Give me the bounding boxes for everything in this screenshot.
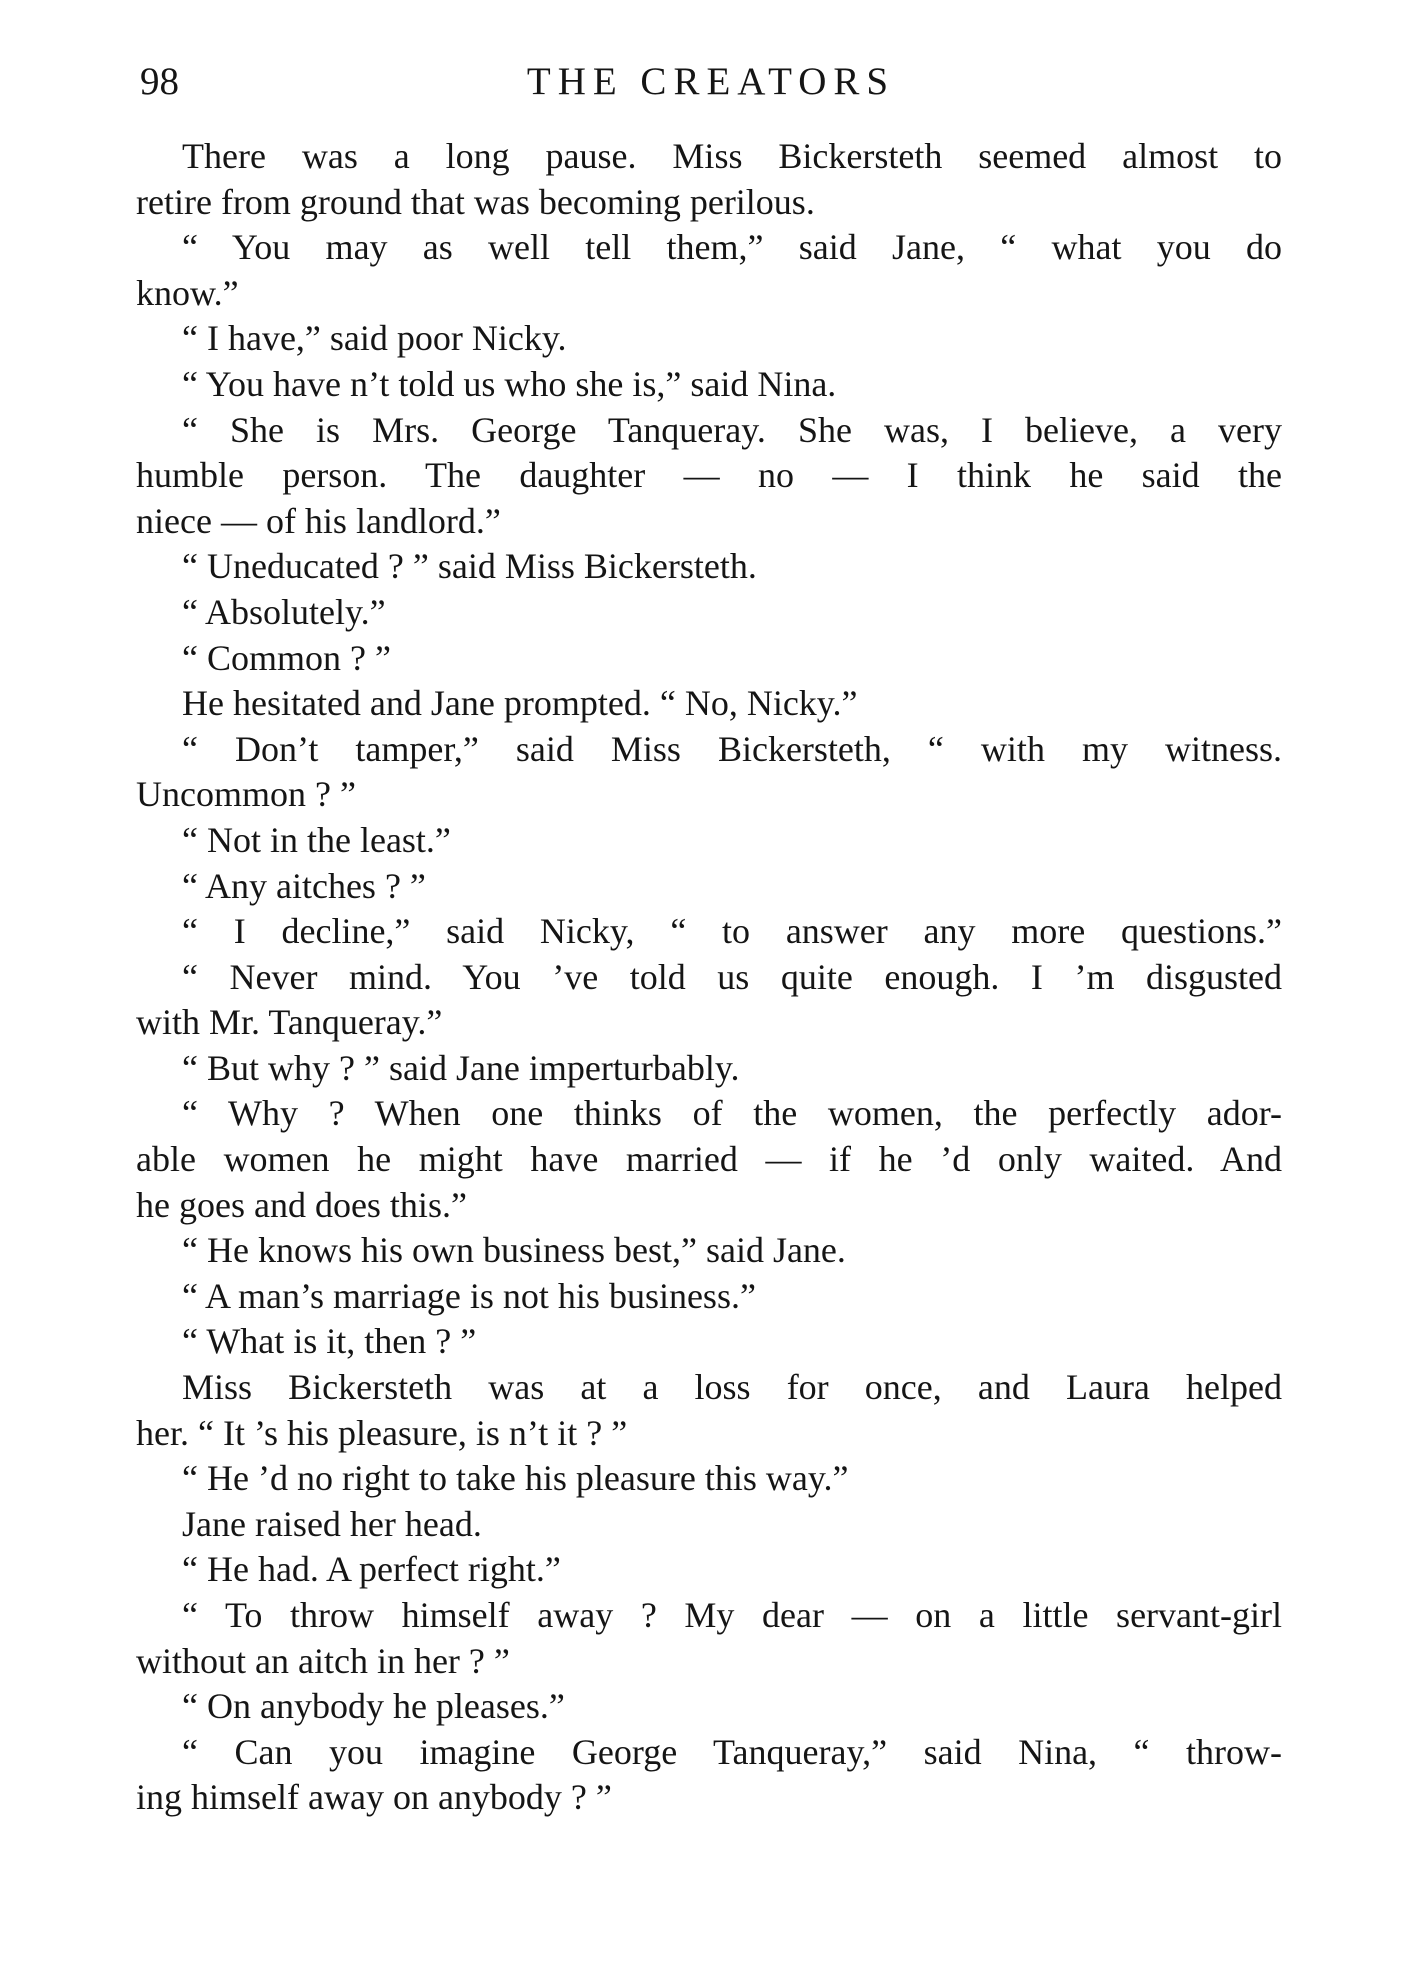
text-line: without an aitch in her ? ”: [136, 1640, 510, 1681]
text-line: her. “ It ’s his pleasure, is n’t it ? ”: [136, 1412, 628, 1453]
text-line: Jane raised her head.: [182, 1503, 482, 1544]
text-line: “ What is it, then ? ”: [182, 1321, 477, 1362]
text-line: “ You have n’t told us who she is,” said Nina.: [182, 363, 837, 404]
text-line: retire from ground that was becoming perilous.: [136, 181, 815, 222]
text-line: “ I have,” said poor Nicky.: [182, 318, 567, 359]
text-line: “ You may as well tell them,” said Jane, “ what you do: [182, 227, 1282, 268]
text-line: niece — of his landlord.”: [136, 500, 501, 541]
text-line: “ He had. A perfect right.”: [182, 1549, 561, 1590]
page-header: [140, 52, 1282, 112]
text-line: Miss Bickersteth was at a loss for once, and Laura helped: [182, 1367, 1282, 1408]
text-line: “ Can you imagine George Tanqueray,” said Nina, “ throw-: [182, 1731, 1282, 1772]
text-line: “ Absolutely.”: [182, 591, 386, 632]
text-line: “ Uneducated ? ” said Miss Bickersteth.: [182, 546, 757, 587]
text-line: There was a long pause. Miss Bickersteth seemed almost to: [182, 136, 1282, 176]
text-line: “ Any aitches ? ”: [182, 865, 426, 906]
body-text: [136, 134, 1282, 1821]
text-line: “ Common ? ”: [182, 637, 391, 678]
text-line: “ A man’s marriage is not his business.”: [182, 1275, 756, 1316]
text-line: “ Why ? When one thinks of the women, the perfectly ador-: [182, 1093, 1282, 1134]
text-line: “ But why ? ” said Jane imperturbably.: [182, 1047, 740, 1088]
text-line: “ She is Mrs. George Tanqueray. She was, I believe, a very: [182, 409, 1282, 450]
text-line: humble person. The daughter — no — I think he said the: [136, 455, 1282, 496]
text-line: able women he might have married — if he ’d only waited. And: [136, 1139, 1282, 1180]
text-line: He hesitated and Jane prompted. “ No, Nicky.”: [182, 683, 858, 724]
text-line: “ Don’t tamper,” said Miss Bickersteth, “ with my witness.: [182, 728, 1282, 769]
text-line: Uncommon ? ”: [136, 774, 356, 815]
text-line: know.”: [136, 272, 239, 313]
running-title: THE CREATORS: [526, 60, 896, 103]
text-line: “ To throw himself away ? My dear — on a little servant-girl: [182, 1595, 1282, 1635]
page-number: 98: [140, 60, 179, 103]
text-line: ing himself away on anybody ? ”: [136, 1777, 612, 1818]
text-line: “ Not in the least.”: [182, 819, 451, 860]
text-line: “ He ’d no right to take his pleasure this way.”: [182, 1458, 849, 1499]
text-line: “ Never mind. You ’ve told us quite enough. I ’m disgusted: [182, 956, 1282, 997]
text-line: with Mr. Tanqueray.”: [136, 1002, 443, 1043]
text-line: “ He knows his own business best,” said Jane.: [182, 1230, 846, 1271]
text-line: “ On anybody he pleases.”: [182, 1686, 565, 1727]
text-line: “ I decline,” said Nicky, “ to answer any more questions.”: [182, 911, 1282, 952]
text-line: he goes and does this.”: [136, 1184, 467, 1225]
